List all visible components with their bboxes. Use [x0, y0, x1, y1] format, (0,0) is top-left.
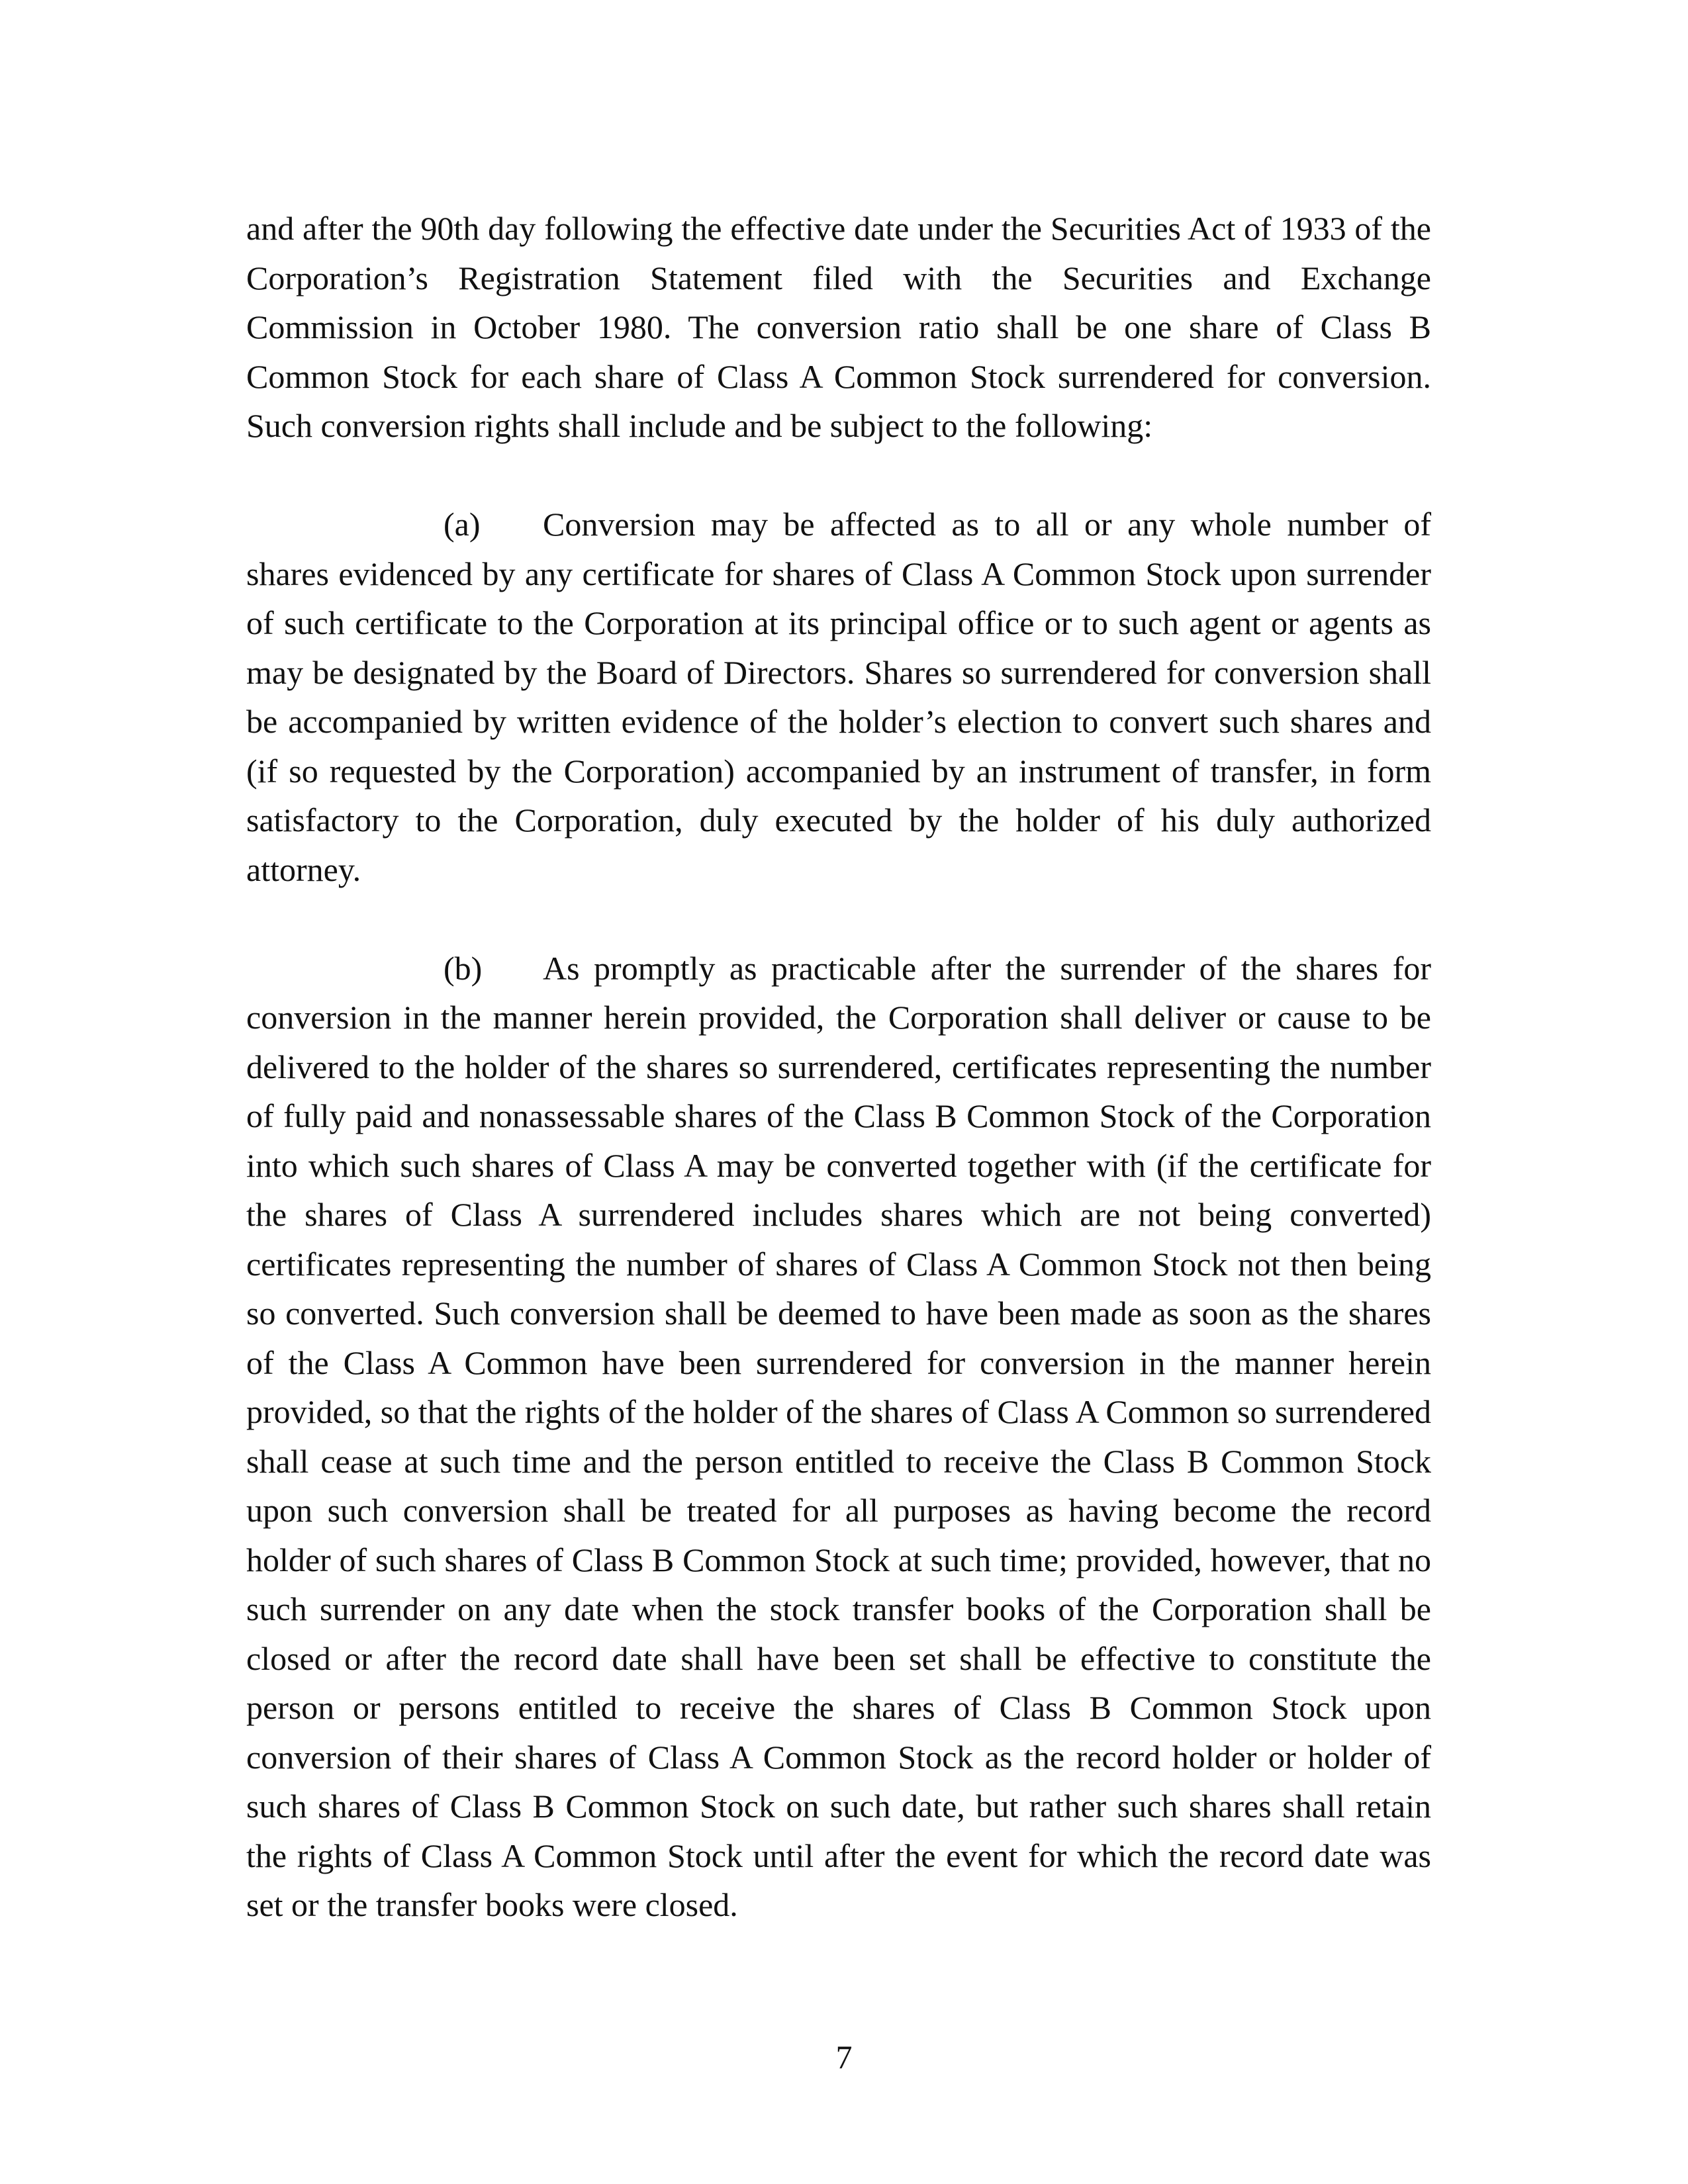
paragraph-a: [246, 500, 1431, 894]
paragraph-b-text: As promptly as practicable after the surrender of the shares for conversion in the manner herein provided, the Corporation shall deliver or cause to be delivered to the holder of the shares so surrendered, certificates representing the number of fully paid and nonassessable shares of the Class B Common Stock of the Corporation into which such shares of Class A may be converted together with (if the certificate for the shares of Class A surrendered includes shares which are not being converted) certificates representing the number of shares of Class A Common Stock not then being so converted. Such conversion shall be deemed to have been made as soon as the shares of the Class A Common have been surrendered for conversion in the manner herein provided, so that the rights of the holder of the shares of Class A Common so surrendered shall cease at such time and the person entitled to receive the Class B Common Stock upon such conversion shall be treated for all purposes as having become the record holder of such shares of Class B Common Stock at such time; provided, however, that no such surrender on any date when the stock transfer books of the Corporation shall be closed or after the record date shall have been set shall be effective to constitute the person or persons entitled to receive the shares of Class B Common Stock upon conversion of their shares of Class A Common Stock as the record holder or holder of such shares of Class B Common Stock on such date, but rather such shares shall retain the rights of Class A Common Stock until after the event for which the record date was set or the transfer books were closed.: [246, 949, 1431, 1923]
paragraph-intro-text: and after the 90th day following the effective date under the Securities Act of 1933 of the Corporation’s Registration Statement filed with the Securities and Exchange Commission in October 1980. The conversion ratio shall be one share of Class B Common Stock for each share of Class A Common Stock surrendered for conversion. Such conversion rights shall include and be subject to the following:: [246, 210, 1431, 444]
document-body: [246, 204, 1431, 1930]
paragraph-a-marker: (a): [444, 506, 481, 543]
paragraph-b: [246, 944, 1431, 1930]
paragraph-b-marker: (b): [444, 949, 483, 987]
page-number: 7: [835, 2038, 853, 2075]
paragraph-a-text: Conversion may be affected as to all or any whole number of shares evidenced by any certificate for shares of Class A Common Stock upon surrender of such certificate to the Corporation at its principal office or to such agent or agents as may be designated by the Board of Directors. Shares so surrendered for conversion shall be accompanied by written evidence of the holder’s election to convert such shares and (if so requested by the Corporation) accompanied by an instrument of transfer, in form satisfactory to the Corporation, duly executed by the holder of his duly authorized attorney.: [246, 506, 1431, 888]
paragraph-intro: [246, 204, 1431, 451]
